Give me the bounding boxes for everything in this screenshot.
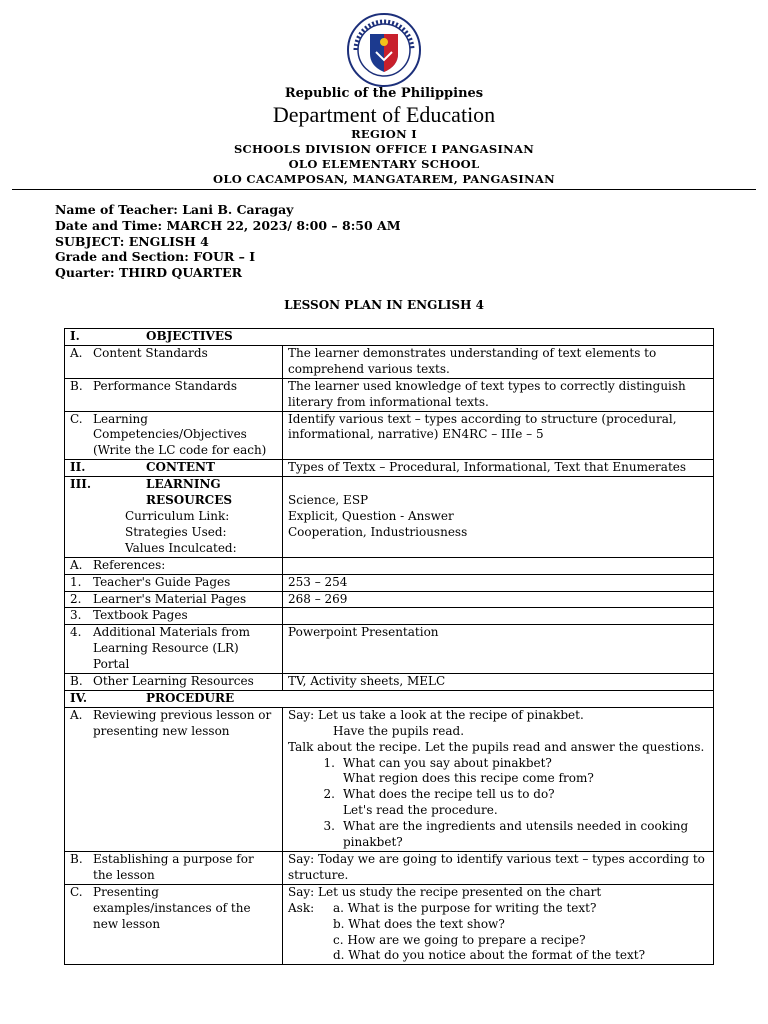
curriculum-link-label: Curriculum Link: bbox=[125, 508, 230, 523]
quarter: Quarter: THIRD QUARTER bbox=[55, 265, 242, 281]
reviewing-line-3: Talk about the recipe. Let the pupils read and answer the questions. bbox=[288, 739, 705, 754]
question-2: What does the recipe tell us to do? bbox=[343, 787, 555, 802]
ask-question-a: a. What is the purpose for writing the text? bbox=[333, 900, 597, 915]
row-number: C. bbox=[70, 884, 83, 899]
values-value: Cooperation, Industriousness bbox=[288, 524, 468, 539]
row-number: A. bbox=[70, 707, 83, 722]
row-label: Presenting examples/instances of the new lesson bbox=[93, 884, 251, 931]
row-label: Learner's Material Pages bbox=[93, 591, 247, 606]
question-1: What can you say about pinakbet? bbox=[343, 755, 552, 770]
row-value: TV, Activity sheets, MELC bbox=[283, 674, 714, 691]
row-label: References: bbox=[93, 557, 166, 572]
row-label: Performance Standards bbox=[93, 378, 238, 393]
header-divider bbox=[12, 189, 756, 190]
subject: SUBJECT: ENGLISH 4 bbox=[55, 233, 209, 249]
date-time: Date and Time: MARCH 22, 2023/ 8:00 – 8:50 AM bbox=[55, 217, 401, 233]
table-row-objectives bbox=[65, 329, 714, 346]
section-label: LEARNING RESOURCES bbox=[146, 477, 233, 508]
question-1-followup: What region does this recipe come from? bbox=[343, 771, 594, 786]
address-line: OLO CACAMPOSAN, MANGATAREM, PANGASINAN bbox=[213, 172, 555, 186]
ask-question-b: b. What does the text show? bbox=[333, 916, 505, 931]
row-number: 1. bbox=[70, 574, 82, 589]
lesson-info-block bbox=[55, 202, 401, 281]
question-3: What are the ingredients and utensils needed in cooking pinakbet? bbox=[343, 819, 689, 850]
row-value: 253 – 254 bbox=[283, 574, 714, 591]
row-number: B. bbox=[70, 852, 83, 866]
table-row-content bbox=[65, 460, 714, 477]
row-number: 4. bbox=[70, 625, 82, 640]
reviewing-line-2: Have the pupils read. bbox=[333, 723, 465, 738]
ask-label: Ask: bbox=[288, 900, 315, 915]
table-row-competencies bbox=[65, 411, 714, 460]
row-number: A. bbox=[70, 557, 83, 572]
ask-question-d: d. What do you notice about the format of the text? bbox=[333, 948, 646, 963]
question-number: 1. bbox=[323, 755, 335, 770]
region-line: REGION I bbox=[351, 127, 417, 141]
row-number: B. bbox=[70, 378, 83, 393]
table-row-reviewing bbox=[65, 707, 714, 851]
table-row-performance-standards bbox=[65, 378, 714, 411]
grade-section: Grade and Section: FOUR – I bbox=[55, 249, 256, 265]
row-number: 2. bbox=[70, 591, 82, 606]
row-number: A. bbox=[70, 345, 83, 360]
strategies-label: Strategies Used: bbox=[125, 524, 227, 539]
row-value: Types of Textx – Procedural, Informational, Text that Enumerates bbox=[283, 460, 714, 477]
teacher-name: Name of Teacher: Lani B. Caragay bbox=[55, 202, 294, 217]
school-line: OLO ELEMENTARY SCHOOL bbox=[288, 157, 480, 171]
question-number: 3. bbox=[323, 819, 335, 834]
row-value bbox=[283, 608, 714, 625]
row-number: B. bbox=[70, 674, 83, 689]
section-label: PROCEDURE bbox=[146, 690, 235, 705]
presenting-line-1: Say: Let us study the recipe presented on the chart bbox=[288, 884, 602, 899]
question-number: 2. bbox=[323, 787, 335, 802]
section-number: IV. bbox=[70, 690, 88, 705]
section-label: OBJECTIVES bbox=[146, 329, 233, 343]
table-row-teachers-guide bbox=[65, 574, 714, 591]
table-row-procedure bbox=[65, 690, 714, 707]
row-label: Reviewing previous lesson or presenting new lesson bbox=[93, 707, 272, 738]
table-row-establishing-purpose bbox=[65, 852, 714, 885]
strategies-value: Explicit, Question - Answer bbox=[288, 508, 454, 523]
row-value: Identify various text – types according to structure (procedural, informational, narrative) EN4RC – IIIe – 5 bbox=[283, 411, 714, 460]
row-number: C. bbox=[70, 411, 83, 426]
row-value: The learner used knowledge of text types to correctly distinguish literary from informational texts. bbox=[283, 378, 714, 411]
section-number: II. bbox=[70, 460, 86, 475]
reviewing-line-1: Say: Let us take a look at the recipe of pinakbet. bbox=[288, 707, 584, 722]
table-row-learning-resources bbox=[65, 477, 714, 558]
table-row-presenting-examples bbox=[65, 884, 714, 965]
row-label: Establishing a purpose for the lesson bbox=[93, 852, 254, 882]
row-label: Learning Competencies/Objectives (Write the LC code for each) bbox=[93, 411, 267, 458]
table-row-references bbox=[65, 557, 714, 574]
table-row-additional-materials bbox=[65, 625, 714, 674]
curriculum-link-value: Science, ESP bbox=[288, 493, 369, 508]
row-label: Textbook Pages bbox=[93, 608, 188, 623]
row-label: Content Standards bbox=[93, 345, 208, 360]
table-row-other-resources bbox=[65, 674, 714, 691]
row-value: 268 – 269 bbox=[283, 591, 714, 608]
row-value: Powerpoint Presentation bbox=[283, 625, 714, 674]
row-label: Other Learning Resources bbox=[93, 674, 254, 689]
division-line: SCHOOLS DIVISION OFFICE I PANGASINAN bbox=[233, 142, 535, 156]
row-value: Say: Today we are going to identify various text – types according to structure. bbox=[283, 852, 714, 885]
table-row-textbook bbox=[65, 608, 714, 625]
table-row-content-standards bbox=[65, 345, 714, 378]
question-2-followup: Let's read the procedure. bbox=[343, 803, 498, 818]
values-label: Values Inculcated: bbox=[125, 540, 237, 555]
office-lines bbox=[0, 127, 768, 187]
republic-heading: Republic of the Philippines bbox=[284, 86, 484, 101]
lesson-plan-title: LESSON PLAN IN ENGLISH 4 bbox=[284, 298, 484, 312]
lesson-plan-table bbox=[64, 328, 714, 965]
section-number: III. bbox=[70, 477, 92, 492]
department-heading: Department of Education bbox=[272, 102, 496, 127]
deped-seal-logo bbox=[346, 12, 422, 88]
ask-question-c: c. How are we going to prepare a recipe? bbox=[333, 932, 586, 947]
table-row-learners-material bbox=[65, 591, 714, 608]
section-label: CONTENT bbox=[146, 460, 215, 475]
row-label: Teacher's Guide Pages bbox=[93, 574, 231, 589]
row-value: The learner demonstrates understanding of text elements to comprehend various texts. bbox=[283, 345, 714, 378]
row-number: 3. bbox=[70, 608, 82, 623]
row-label: Additional Materials from Learning Resource (LR) Portal bbox=[93, 625, 250, 672]
section-number: I. bbox=[70, 329, 80, 343]
